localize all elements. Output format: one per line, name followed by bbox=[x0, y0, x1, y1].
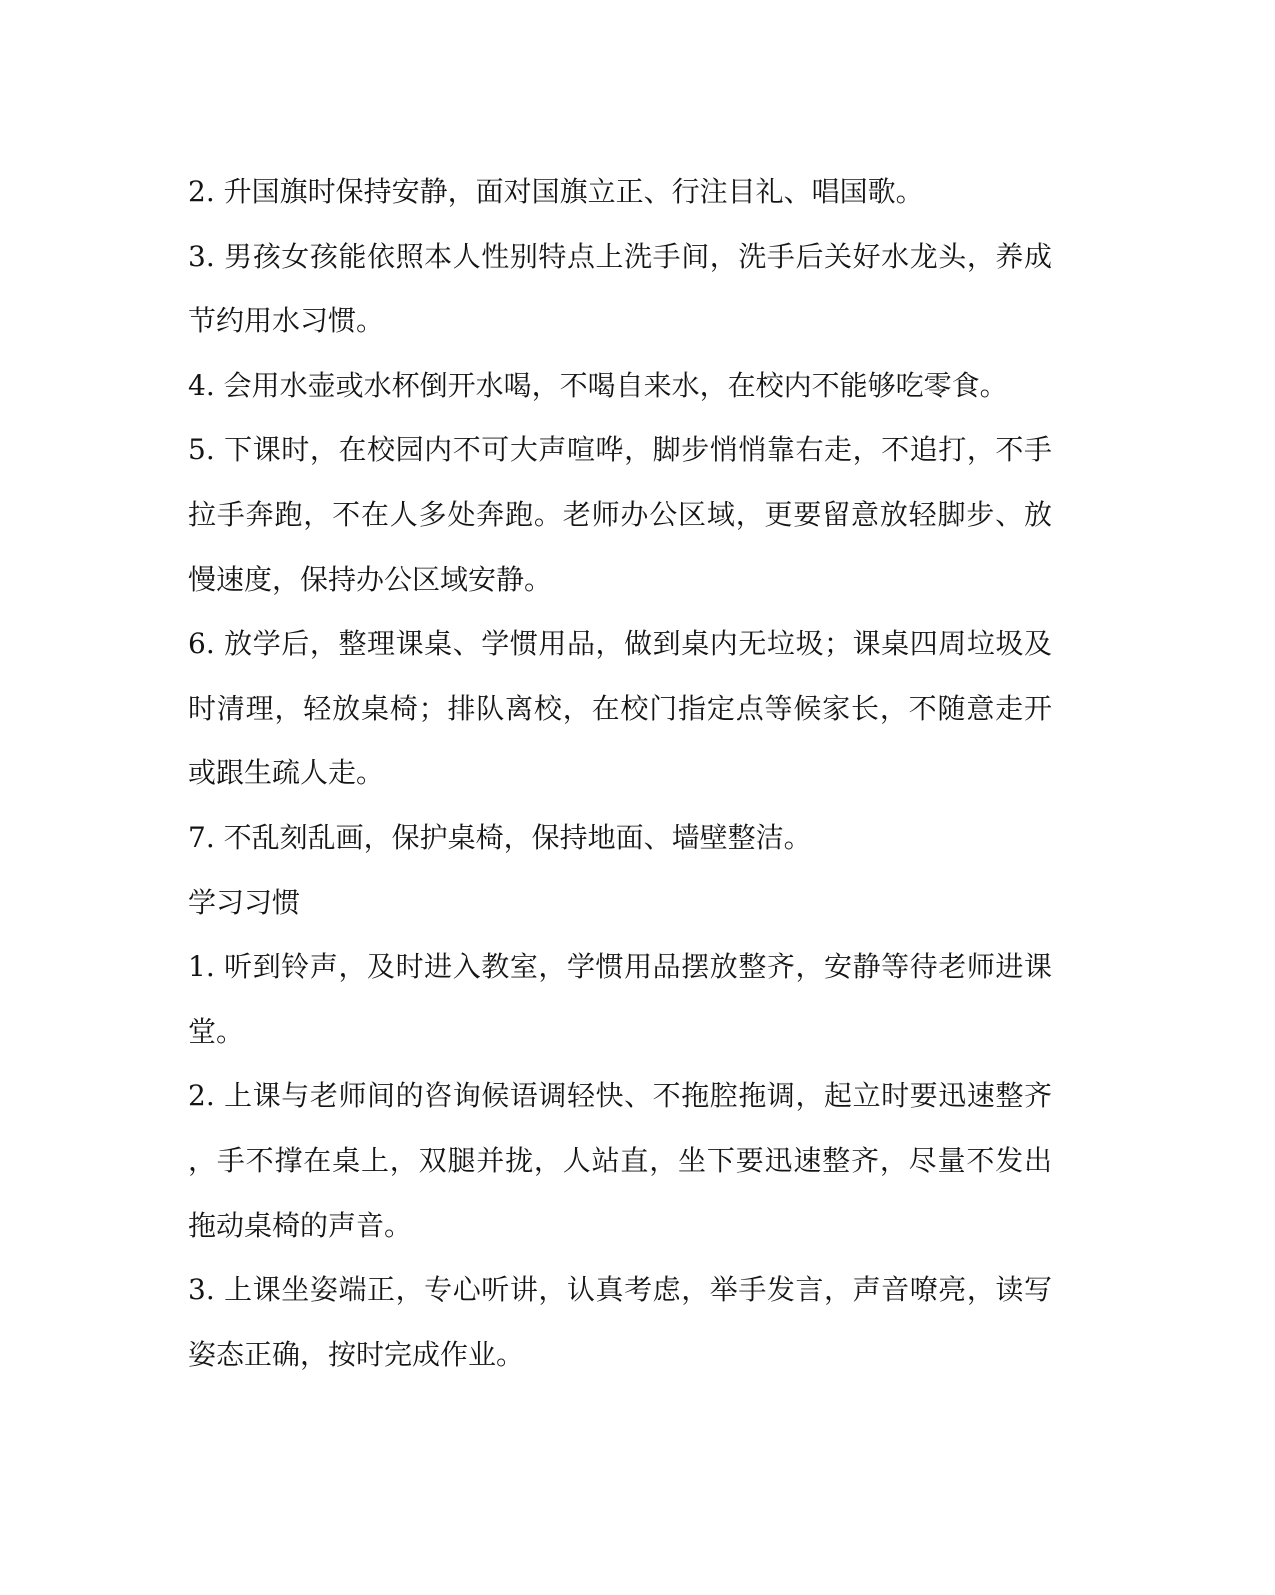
section-heading: 学习习惯 bbox=[188, 885, 301, 919]
study-rule-1-line-2: 堂。 bbox=[188, 1014, 245, 1048]
rule-7-line: 7. 不乱刻乱画，保护桌椅，保持地面、墙壁整洁。 bbox=[188, 820, 812, 854]
rule-6-line-3: 或跟生疏人走。 bbox=[188, 756, 385, 790]
study-rule-1-line-1: 1. 听到铃声，及时进入教室，学惯用品摆放整齐，安静等待老师进课 bbox=[188, 950, 1052, 984]
rule-4-line: 4. 会用水壶或水杯倒开水喝，不喝自来水，在校内不能够吃零食。 bbox=[188, 368, 1008, 402]
study-rule-2-line-3: 拖动桌椅的声音。 bbox=[188, 1208, 413, 1242]
rule-5-line-2: 拉手奔跑，不在人多处奔跑。老师办公区域，更要留意放轻脚步、放 bbox=[188, 497, 1052, 531]
rule-2-line: 2. 升国旗时保持安静，面对国旗立正、行注目礼、唱国歌。 bbox=[188, 175, 924, 208]
rule-6-line-1: 6. 放学后，整理课桌、学惯用品，做到桌内无垃圾；课桌四周垃圾及 bbox=[188, 627, 1052, 661]
rule-3-line-2: 节约用水习惯。 bbox=[188, 304, 385, 338]
study-rule-3-line-1: 3. 上课坐姿端正，专心听讲，认真考虑，举手发言，声音嘹亮，读写 bbox=[188, 1273, 1052, 1307]
study-rule-3-line-2: 姿态正确，按时完成作业。 bbox=[188, 1337, 525, 1371]
study-rule-2-line-1: 2. 上课与老师间的咨询候语调轻快、不拖腔拖调，起立时要迅速整齐 bbox=[188, 1079, 1052, 1113]
rule-6-line-2: 时清理，轻放桌椅；排队离校，在校门指定点等候家长，不随意走开 bbox=[188, 691, 1052, 725]
rule-5-line-1: 5. 下课时，在校园内不可大声喧哗，脚步悄悄靠右走，不追打，不手 bbox=[188, 433, 1052, 467]
rule-5-line-3: 慢速度，保持办公区域安静。 bbox=[188, 562, 553, 596]
rule-3-line-1: 3. 男孩女孩能依照本人性别特点上洗手间，洗手后关好水龙头，养成 bbox=[188, 239, 1052, 273]
document-body bbox=[188, 160, 1052, 1387]
study-rule-2-line-2: ，手不撑在桌上，双腿并拢，人站直，坐下要迅速整齐，尽量不发出 bbox=[188, 1143, 1052, 1177]
